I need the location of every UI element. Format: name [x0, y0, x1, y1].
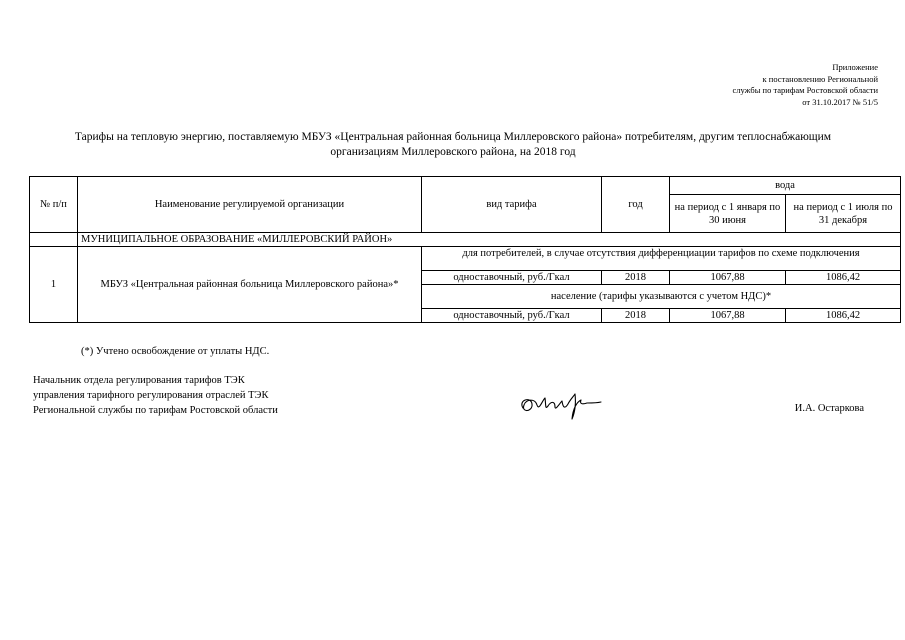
period-2-value: 1086,42 [786, 309, 901, 323]
header-num: № п/п [30, 177, 78, 233]
row-number: 1 [30, 247, 78, 323]
header-org: Наименование регулируемой организации [78, 177, 422, 233]
table-row [30, 247, 901, 271]
signer-line-2: управления тарифного регулирования отраслей ТЭК [33, 390, 269, 401]
appendix-line-3: службы по тарифам Ростовской области [732, 85, 878, 95]
footnote: (*) Учтено освобождение от уплаты НДС. [81, 346, 270, 357]
tariff-type-cell: одноставочный, руб./Гкал [422, 271, 602, 285]
period-1-value: 1067,88 [670, 309, 786, 323]
year-cell: 2018 [602, 271, 670, 285]
title-line-1: Тарифы на тепловую энергию, поставляемую МБУЗ «Центральная районная больница Миллеровского района» потребителям, другим теплоснабжающим [74, 131, 832, 143]
group-label-consumers: для потребителей, в случае отсутствия дифференциации тарифов по схеме подключения [422, 247, 901, 271]
appendix-line-2: к постановлению Региональной [762, 73, 878, 84]
tariff-type-cell: одноставочный, руб./Гкал [422, 309, 602, 323]
document-title [40, 130, 866, 160]
appendix-header [732, 62, 878, 108]
section-row [30, 233, 901, 247]
tariff-table [29, 176, 901, 323]
org-name: МБУЗ «Центральная районная больница Миллеровского района»* [78, 247, 422, 323]
section-title: МУНИЦИПАЛЬНОЕ ОБРАЗОВАНИЕ «МИЛЛЕРОВСКИЙ РАЙОН» [78, 233, 901, 247]
header-period-1: на период с 1 января по 30 июня [670, 195, 786, 233]
signer-line-3: Региональной службы по тарифам Ростовской области [33, 405, 278, 416]
group-label-population: население (тарифы указываются с учетом НДС)* [422, 285, 901, 309]
table-header-row [30, 177, 901, 195]
section-empty-cell [30, 233, 78, 247]
title-line-2: организациям Миллеровского района, на 2018 год [330, 146, 576, 158]
period-1-value: 1067,88 [670, 271, 786, 285]
period-2-value: 1086,42 [786, 271, 901, 285]
header-year: год [602, 177, 670, 233]
handwritten-signature [515, 388, 605, 420]
appendix-line-1: Приложение [832, 62, 878, 72]
year-cell: 2018 [602, 309, 670, 323]
header-period-2: на период с 1 июля по 31 декабря [786, 195, 901, 233]
header-tariff-type: вид тарифа [422, 177, 602, 233]
header-water: вода [670, 177, 901, 195]
signer-block [33, 373, 278, 418]
signer-name: И.А. Остаркова [794, 403, 864, 414]
signer-line-1: Начальник отдела регулирования тарифов ТЭК [33, 375, 245, 386]
appendix-line-4: от 31.10.2017 № 51/5 [802, 96, 878, 107]
